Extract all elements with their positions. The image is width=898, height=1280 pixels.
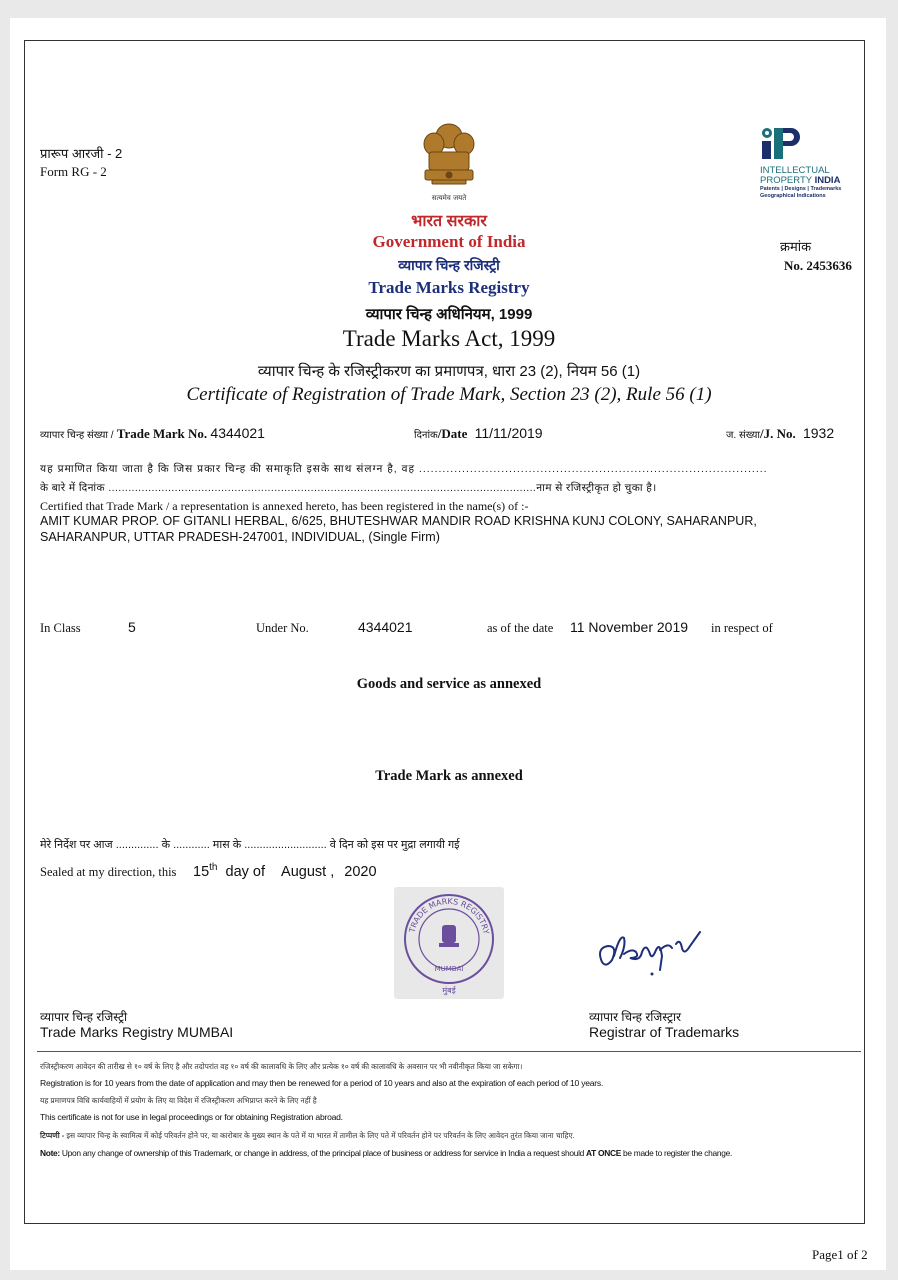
seal-city: MUMBAI — [434, 965, 464, 973]
serial-label-hindi: क्रमांक — [780, 239, 812, 254]
certificate-title-hindi: व्यापार चिन्ह के रजिस्ट्रीकरण का प्रमाणपत्र, धारा 23 (2), नियम 56 (1) — [257, 363, 641, 380]
footer-registry-hindi: व्यापार चिन्ह रजिस्ट्री — [40, 1010, 128, 1024]
trade-mark-annexed: Trade Mark as annexed — [375, 768, 523, 784]
ip-logo-line4: Geographical Indications — [760, 193, 826, 199]
ip-logo-line3: Patents | Designs | Trademarks — [760, 186, 842, 192]
under-no-value: 4344021 — [358, 619, 413, 635]
form-label-english: Form RG - 2 — [40, 164, 107, 179]
footer-registry-english: Trade Marks Registry MUMBAI — [40, 1024, 234, 1040]
under-no-label: Under No. — [256, 621, 309, 635]
note-3-hindi-label: टिप्पणी - — [40, 1131, 67, 1140]
note-1-english: Registration is for 10 years from the date of application and may then be renewed for a period of 10 years and also at the expiration of each period of 10 years. — [40, 1078, 604, 1088]
certify-line-english: Certified that Trade Mark / a representation is annexed hereto, has been registered in the name(s) of :- — [40, 499, 529, 513]
tm-label-hindi: व्यापार चिन्ह संख्या / — [40, 430, 114, 441]
certify-line-hindi-2: के बारे में दिनांक .................................................................................................................................नाम से रजिस्ट्रीकृत हो चुका है। — [40, 482, 657, 494]
sealed-label-english: Sealed at my direction, this — [40, 865, 177, 879]
owner-line-2: SAHARANPUR, UTTAR PRADESH-247001, INDIVIDUAL, (Single Firm) — [40, 530, 440, 544]
in-class-label: In Class — [40, 621, 81, 635]
emblem-caption: सत्यमेव जयते — [431, 194, 467, 202]
note-1-hindi: रजिस्ट्रीकरण आवेदन की तारीख से १० वर्ष के लिए है और तदोपरांत वह १० वर्ष की कालावधि के लिए और प्रत्येक १० वर्ष की कालावधि के अवसान पर भी नवीनीकृत किया जा सकेगा। — [40, 1062, 523, 1071]
ip-logo-line2 — [760, 176, 860, 186]
in-respect-of-label: in respect of — [711, 621, 773, 635]
national-emblem-icon — [414, 118, 484, 204]
form-label-hindi: प्रारूप आरजी - 2 — [40, 146, 123, 161]
note-2-english: This certificate is not for use in legal proceedings or for obtaining Registration abroad. — [40, 1112, 343, 1122]
trade-mark-number-row — [40, 425, 265, 442]
registry-seal-stamp — [394, 887, 504, 999]
registry-title-english: Trade Marks Registry — [368, 278, 530, 297]
note-3-hindi — [40, 1131, 575, 1141]
footer-registrar-hindi: व्यापार चिन्ह रजिस्ट्रार — [589, 1010, 682, 1024]
as-of-date-value: 11 November 2019 — [570, 619, 689, 635]
as-of-date-label: as of the date — [487, 621, 554, 635]
note-3-english-label: Note: — [40, 1148, 60, 1158]
sealed-day-suffix: th — [209, 862, 218, 873]
act-title-english: Trade Marks Act, 1999 — [342, 326, 556, 351]
date-row — [414, 425, 543, 442]
registry-title-hindi: व्यापार चिन्ह रजिस्ट्री — [398, 257, 500, 273]
act-title-hindi: व्यापार चिन्ह अधिनियम, 1999 — [365, 306, 533, 323]
certificate-title-english: Certificate of Registration of Trade Mark, Section 23 (2), Rule 56 (1) — [186, 384, 712, 405]
class-value: 5 — [128, 619, 136, 635]
page-number: Page1 of 2 — [812, 1247, 868, 1262]
registration-date: 11/11/2019 — [474, 425, 543, 441]
seal-city-hindi: मुंबई — [442, 986, 456, 995]
ip-logo-line1: INTELLECTUAL — [760, 165, 830, 176]
journal-number-row — [726, 425, 834, 442]
serial-number: No. 2453636 — [784, 258, 852, 273]
note-2-hindi: यह प्रमाणपत्र विधि कार्यवाहियों में प्रयोग के लिए या विदेश में रजिस्ट्रीकरण अभिप्राप्त करने के लिए नहीं है — [40, 1096, 317, 1105]
note-3-hindi-text: इस व्यापार चिन्ह के स्वामित्व में कोई परिवर्तन होने पर, या कारोबार के मुख्य स्थान के पते में या भारत में तामील के लिए पते में परिवर्तन होने पर परिवर्तन के लिए आवेदन तुरंत किया जाना चाहिए. — [66, 1131, 575, 1140]
goods-and-services: Goods and service as annexed — [356, 676, 542, 692]
govt-title-english: Government of India — [372, 232, 526, 251]
registry-seal-icon — [394, 887, 504, 999]
govt-title-hindi: भारत सरकार — [411, 213, 487, 230]
seal-arc-text: TRADE MARKS REGISTRY — [407, 896, 491, 935]
ip-logo-line2a: PROPERTY — [760, 175, 815, 186]
owner-line-1: AMIT KUMAR PROP. OF GITANLI HERBAL, 6/625, BHUTESHWAR MANDIR ROAD KRISHNA KUNJ COLONY, SAHARANPUR, — [40, 514, 757, 528]
journal-number: 1932 — [802, 425, 835, 441]
note-3-english-text-a: Upon any change of ownership of this Trademark, or change in address, of the principal place of business or address for service in India a request should — [59, 1148, 587, 1158]
sealed-line-hindi: मेरे निर्देश पर आज .............. के ............ मास के ........................... वे दिन को इस पर मुद्रा लगायी गई — [40, 839, 460, 851]
sealed-year: 2020 — [344, 863, 377, 880]
notes-divider — [37, 1051, 861, 1052]
sealed-day: 15 — [193, 863, 210, 880]
note-3-english-text-c: be made to register the change. — [621, 1148, 732, 1158]
tm-label-english: Trade Mark No. — [113, 426, 208, 441]
sealed-month: August , — [281, 863, 335, 880]
note-3-english — [40, 1148, 732, 1158]
date-label-english: /Date — [437, 426, 468, 441]
ip-india-logo — [760, 126, 860, 199]
registrar-signature — [590, 920, 730, 980]
j-label-hindi: ज. संख्या — [726, 430, 760, 441]
sealed-day-of: day of — [225, 863, 266, 880]
date-label-hindi: दिनांक — [414, 430, 438, 441]
ip-india-logo-icon — [760, 126, 800, 160]
certify-line-hindi-1: यह प्रमाणित किया जाता है कि जिस प्रकार चिन्ह की समाकृति इसके साथ संलग्न है, वह ......................................................................................... — [40, 463, 768, 475]
j-label-english: /J. No. — [759, 426, 796, 441]
note-3-english-at-once: AT ONCE — [586, 1148, 621, 1158]
trade-mark-number: 4344021 — [210, 425, 265, 441]
ip-logo-line2b: INDIA — [814, 175, 841, 186]
sealed-date — [193, 862, 377, 880]
footer-registrar-english: Registrar of Trademarks — [589, 1024, 740, 1040]
